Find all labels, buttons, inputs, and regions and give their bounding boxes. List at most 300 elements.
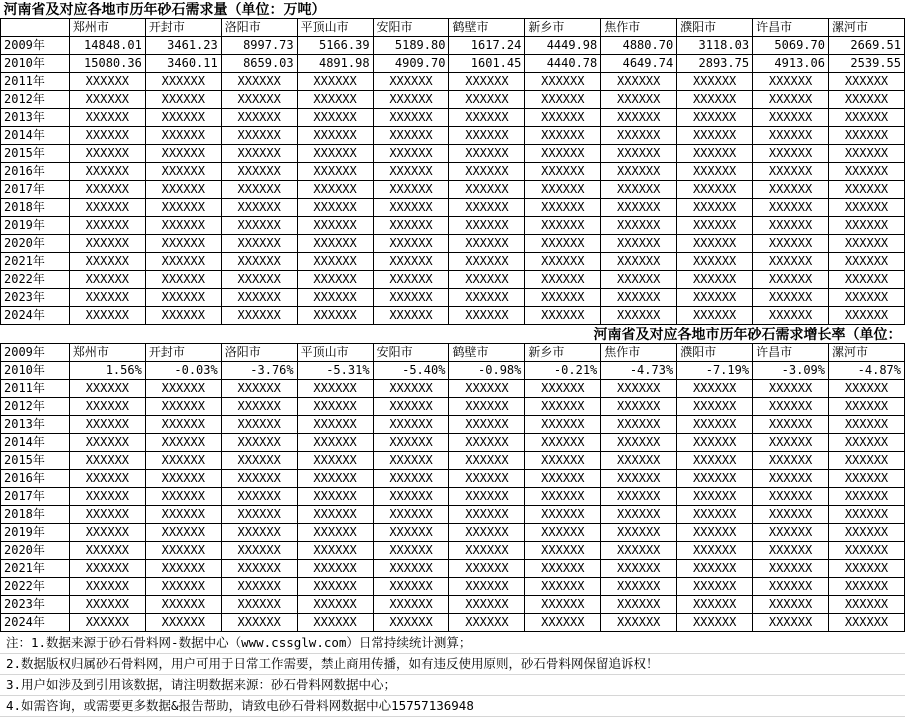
masked-value-cell: XXXXXX [525,271,601,289]
masked-value-cell: XXXXXX [525,488,601,506]
masked-value-cell: XXXXXX [373,488,449,506]
masked-value-cell: XXXXXX [601,542,677,560]
masked-value-cell: XXXXXX [449,73,525,91]
masked-value-cell: XXXXXX [601,380,677,398]
value-cell: 1617.24 [449,37,525,55]
table-row [1,199,905,217]
masked-value-cell: XXXXXX [601,560,677,578]
masked-value-cell: XXXXXX [449,271,525,289]
masked-value-cell: XXXXXX [601,307,677,325]
masked-value-cell: XXXXXX [677,380,753,398]
value-cell: 5166.39 [297,37,373,55]
header-city-cell: 濮阳市 [677,19,753,37]
year-cell: 2023年 [1,289,70,307]
table-row [1,55,905,73]
value-cell: 4649.74 [601,55,677,73]
masked-value-cell: XXXXXX [373,181,449,199]
masked-value-cell: XXXXXX [449,289,525,307]
masked-value-cell: XXXXXX [297,145,373,163]
header-city-cell: 洛阳市 [221,344,297,362]
masked-value-cell: XXXXXX [753,289,829,307]
masked-value-cell: XXXXXX [297,307,373,325]
masked-value-cell: XXXXXX [69,452,145,470]
masked-value-cell: XXXXXX [601,235,677,253]
masked-value-cell: XXXXXX [677,578,753,596]
value-cell: 8997.73 [221,37,297,55]
value-cell: 1601.45 [449,55,525,73]
masked-value-cell: XXXXXX [677,235,753,253]
masked-value-cell: XXXXXX [828,145,904,163]
masked-value-cell: XXXXXX [373,578,449,596]
masked-value-cell: XXXXXX [373,73,449,91]
masked-value-cell: XXXXXX [525,380,601,398]
masked-value-cell: XXXXXX [828,271,904,289]
masked-value-cell: XXXXXX [525,163,601,181]
table-row [1,398,905,416]
masked-value-cell: XXXXXX [373,145,449,163]
masked-value-cell: XXXXXX [373,434,449,452]
masked-value-cell: XXXXXX [601,434,677,452]
value-cell: -5.40% [373,362,449,380]
masked-value-cell: XXXXXX [829,578,905,596]
masked-value-cell: XXXXXX [677,488,753,506]
masked-value-cell: XXXXXX [145,560,221,578]
masked-value-cell: XXXXXX [69,145,145,163]
masked-value-cell: XXXXXX [145,524,221,542]
masked-value-cell: XXXXXX [525,596,601,614]
masked-value-cell: XXXXXX [69,307,145,325]
table-row [1,253,905,271]
year-cell: 2017年 [1,488,70,506]
masked-value-cell: XXXXXX [449,524,525,542]
masked-value-cell: XXXXXX [449,434,525,452]
table-row [1,380,905,398]
masked-value-cell: XXXXXX [69,398,145,416]
masked-value-cell: XXXXXX [69,217,145,235]
masked-value-cell: XXXXXX [601,488,677,506]
masked-value-cell: XXXXXX [829,596,905,614]
masked-value-cell: XXXXXX [525,307,601,325]
masked-value-cell: XXXXXX [145,307,221,325]
masked-value-cell: XXXXXX [829,380,905,398]
masked-value-cell: XXXXXX [753,542,829,560]
masked-value-cell: XXXXXX [69,542,145,560]
masked-value-cell: XXXXXX [753,488,829,506]
value-cell: 5069.70 [753,37,829,55]
masked-value-cell: XXXXXX [677,199,753,217]
masked-value-cell: XXXXXX [69,91,145,109]
masked-value-cell: XXXXXX [677,91,753,109]
table-row [1,289,905,307]
year-cell: 2010年 [1,362,70,380]
table-row [1,560,905,578]
value-cell: 4449.98 [525,37,601,55]
masked-value-cell: XXXXXX [449,452,525,470]
masked-value-cell: XXXXXX [145,181,221,199]
masked-value-cell: XXXXXX [145,596,221,614]
masked-value-cell: XXXXXX [297,434,373,452]
masked-value-cell: XXXXXX [449,91,525,109]
year-cell: 2011年 [1,380,70,398]
masked-value-cell: XXXXXX [525,416,601,434]
masked-value-cell: XXXXXX [753,235,829,253]
masked-value-cell: XXXXXX [221,452,297,470]
masked-value-cell: XXXXXX [69,560,145,578]
value-cell: 4909.70 [373,55,449,73]
header-city-cell: 平顶山市 [297,344,373,362]
masked-value-cell: XXXXXX [828,127,904,145]
table-row [1,127,905,145]
masked-value-cell: XXXXXX [221,199,297,217]
header-city-cell: 许昌市 [753,344,829,362]
masked-value-cell: XXXXXX [601,199,677,217]
masked-value-cell: XXXXXX [145,253,221,271]
masked-value-cell: XXXXXX [449,596,525,614]
table-row [1,163,905,181]
year-cell: 2024年 [1,307,70,325]
value-cell: 2669.51 [828,37,904,55]
masked-value-cell: XXXXXX [69,271,145,289]
masked-value-cell: XXXXXX [69,470,145,488]
year-cell: 2016年 [1,470,70,488]
masked-value-cell: XXXXXX [145,109,221,127]
masked-value-cell: XXXXXX [221,109,297,127]
year-cell: 2018年 [1,506,70,524]
masked-value-cell: XXXXXX [601,524,677,542]
masked-value-cell: XXXXXX [601,163,677,181]
table-row [1,596,905,614]
masked-value-cell: XXXXXX [753,434,829,452]
masked-value-cell: XXXXXX [297,289,373,307]
masked-value-cell: XXXXXX [373,416,449,434]
year-cell: 2016年 [1,163,70,181]
masked-value-cell: XXXXXX [69,596,145,614]
masked-value-cell: XXXXXX [753,73,829,91]
year-cell: 2012年 [1,398,70,416]
masked-value-cell: XXXXXX [677,217,753,235]
masked-value-cell: XXXXXX [601,91,677,109]
masked-value-cell: XXXXXX [145,289,221,307]
masked-value-cell: XXXXXX [297,91,373,109]
year-cell: 2012年 [1,91,70,109]
masked-value-cell: XXXXXX [297,181,373,199]
table-row [1,542,905,560]
masked-value-cell: XXXXXX [221,488,297,506]
year-cell: 2019年 [1,524,70,542]
masked-value-cell: XXXXXX [753,578,829,596]
masked-value-cell: XXXXXX [373,596,449,614]
masked-value-cell: XXXXXX [677,109,753,127]
masked-value-cell: XXXXXX [373,452,449,470]
year-cell: 2023年 [1,596,70,614]
masked-value-cell: XXXXXX [449,488,525,506]
value-cell: 4913.06 [753,55,829,73]
header-city-cell: 焦作市 [601,19,677,37]
masked-value-cell: XXXXXX [449,506,525,524]
masked-value-cell: XXXXXX [221,560,297,578]
value-cell: 1.56% [69,362,145,380]
year-cell: 2024年 [1,614,70,632]
masked-value-cell: XXXXXX [297,506,373,524]
masked-value-cell: XXXXXX [753,506,829,524]
masked-value-cell: XXXXXX [221,614,297,632]
value-cell: 4880.70 [601,37,677,55]
masked-value-cell: XXXXXX [449,217,525,235]
masked-value-cell: XXXXXX [677,307,753,325]
masked-value-cell: XXXXXX [145,470,221,488]
masked-value-cell: XXXXXX [677,163,753,181]
table-row [1,434,905,452]
masked-value-cell: XXXXXX [753,163,829,181]
year-cell: 2013年 [1,109,70,127]
masked-value-cell: XXXXXX [297,109,373,127]
masked-value-cell: XXXXXX [449,199,525,217]
masked-value-cell: XXXXXX [69,289,145,307]
masked-value-cell: XXXXXX [601,109,677,127]
masked-value-cell: XXXXXX [145,398,221,416]
masked-value-cell: XXXXXX [677,506,753,524]
year-cell: 2009年 [1,37,70,55]
masked-value-cell: XXXXXX [145,416,221,434]
masked-value-cell: XXXXXX [297,235,373,253]
masked-value-cell: XXXXXX [601,452,677,470]
masked-value-cell: XXXXXX [525,289,601,307]
year-cell: 2022年 [1,578,70,596]
masked-value-cell: XXXXXX [601,416,677,434]
header-city-cell: 鹤壁市 [449,19,525,37]
masked-value-cell: XXXXXX [373,91,449,109]
masked-value-cell: XXXXXX [753,127,829,145]
masked-value-cell: XXXXXX [601,181,677,199]
masked-value-cell: XXXXXX [297,578,373,596]
masked-value-cell: XXXXXX [221,73,297,91]
masked-value-cell: XXXXXX [373,217,449,235]
masked-value-cell: XXXXXX [449,145,525,163]
masked-value-cell: XXXXXX [829,506,905,524]
masked-value-cell: XXXXXX [69,614,145,632]
year-cell: 2015年 [1,452,70,470]
masked-value-cell: XXXXXX [449,560,525,578]
table-row [1,524,905,542]
masked-value-cell: XXXXXX [221,181,297,199]
year-cell: 2022年 [1,271,70,289]
masked-value-cell: XXXXXX [221,289,297,307]
value-cell: 2539.55 [828,55,904,73]
value-cell: 5189.80 [373,37,449,55]
masked-value-cell: XXXXXX [373,398,449,416]
note-3: 3.用户如涉及到引用该数据，请注明数据来源：砂石骨料网数据中心； [0,675,905,696]
masked-value-cell: XXXXXX [297,253,373,271]
masked-value-cell: XXXXXX [373,524,449,542]
table-row [1,109,905,127]
masked-value-cell: XXXXXX [601,217,677,235]
masked-value-cell: XXXXXX [525,91,601,109]
masked-value-cell: XXXXXX [297,199,373,217]
masked-value-cell: XXXXXX [753,452,829,470]
masked-value-cell: XXXXXX [373,253,449,271]
masked-value-cell: XXXXXX [69,199,145,217]
masked-value-cell: XXXXXX [297,542,373,560]
masked-value-cell: XXXXXX [145,452,221,470]
masked-value-cell: XXXXXX [828,253,904,271]
masked-value-cell: XXXXXX [373,380,449,398]
masked-value-cell: XXXXXX [145,271,221,289]
masked-value-cell: XXXXXX [525,560,601,578]
masked-value-cell: XXXXXX [601,271,677,289]
masked-value-cell: XXXXXX [297,398,373,416]
masked-value-cell: XXXXXX [221,542,297,560]
masked-value-cell: XXXXXX [525,524,601,542]
masked-value-cell: XXXXXX [297,127,373,145]
masked-value-cell: XXXXXX [449,380,525,398]
masked-value-cell: XXXXXX [69,488,145,506]
header-city-cell: 洛阳市 [221,19,297,37]
value-cell: -0.98% [449,362,525,380]
masked-value-cell: XXXXXX [828,109,904,127]
masked-value-cell: XXXXXX [753,380,829,398]
masked-value-cell: XXXXXX [69,380,145,398]
masked-value-cell: XXXXXX [221,398,297,416]
masked-value-cell: XXXXXX [753,91,829,109]
masked-value-cell: XXXXXX [373,542,449,560]
year-cell: 2013年 [1,416,70,434]
year-cell: 2010年 [1,55,70,73]
value-cell: 14848.01 [69,37,145,55]
masked-value-cell: XXXXXX [753,614,829,632]
masked-value-cell: XXXXXX [297,163,373,181]
masked-value-cell: XXXXXX [525,73,601,91]
masked-value-cell: XXXXXX [525,181,601,199]
masked-value-cell: XXXXXX [753,181,829,199]
value-cell: -3.09% [753,362,829,380]
masked-value-cell: XXXXXX [677,271,753,289]
header-row [1,344,905,362]
masked-value-cell: XXXXXX [525,578,601,596]
masked-value-cell: XXXXXX [677,416,753,434]
masked-value-cell: XXXXXX [297,488,373,506]
header-city-cell: 平顶山市 [297,19,373,37]
value-cell: -0.21% [525,362,601,380]
masked-value-cell: XXXXXX [145,127,221,145]
masked-value-cell: XXXXXX [449,470,525,488]
masked-value-cell: XXXXXX [449,181,525,199]
masked-value-cell: XXXXXX [221,596,297,614]
value-cell: -3.76% [221,362,297,380]
value-cell: 4440.78 [525,55,601,73]
masked-value-cell: XXXXXX [677,542,753,560]
masked-value-cell: XXXXXX [753,253,829,271]
masked-value-cell: XXXXXX [525,434,601,452]
masked-value-cell: XXXXXX [69,524,145,542]
year-cell: 2021年 [1,560,70,578]
masked-value-cell: XXXXXX [69,506,145,524]
table-row [1,362,905,380]
masked-value-cell: XXXXXX [525,199,601,217]
header-city-cell: 开封市 [145,19,221,37]
masked-value-cell: XXXXXX [677,596,753,614]
masked-value-cell: XXXXXX [449,235,525,253]
masked-value-cell: XXXXXX [449,542,525,560]
masked-value-cell: XXXXXX [297,470,373,488]
header-city-cell: 鹤壁市 [449,344,525,362]
masked-value-cell: XXXXXX [373,560,449,578]
masked-value-cell: XXXXXX [373,307,449,325]
masked-value-cell: XXXXXX [829,470,905,488]
masked-value-cell: XXXXXX [753,109,829,127]
masked-value-cell: XXXXXX [677,470,753,488]
masked-value-cell: XXXXXX [601,398,677,416]
masked-value-cell: XXXXXX [297,73,373,91]
masked-value-cell: XXXXXX [677,560,753,578]
masked-value-cell: XXXXXX [677,73,753,91]
masked-value-cell: XXXXXX [297,380,373,398]
masked-value-cell: XXXXXX [753,199,829,217]
masked-value-cell: XXXXXX [525,452,601,470]
masked-value-cell: XXXXXX [373,614,449,632]
masked-value-cell: XXXXXX [753,271,829,289]
masked-value-cell: XXXXXX [69,181,145,199]
masked-value-cell: XXXXXX [829,560,905,578]
masked-value-cell: XXXXXX [525,506,601,524]
masked-value-cell: XXXXXX [753,398,829,416]
header-city-cell: 安阳市 [373,19,449,37]
masked-value-cell: XXXXXX [601,578,677,596]
masked-value-cell: XXXXXX [525,127,601,145]
year-cell: 2014年 [1,434,70,452]
masked-value-cell: XXXXXX [373,235,449,253]
masked-value-cell: XXXXXX [677,434,753,452]
masked-value-cell: XXXXXX [525,253,601,271]
header-city-cell: 漯河市 [828,19,904,37]
masked-value-cell: XXXXXX [69,163,145,181]
table-row [1,181,905,199]
masked-value-cell: XXXXXX [525,235,601,253]
year-cell: 2020年 [1,235,70,253]
masked-value-cell: XXXXXX [753,596,829,614]
note-4: 4.如需咨询，或需要更多数据&报告帮助，请致电砂石骨料网数据中心15757136948 [0,696,905,717]
header-city-cell: 郑州市 [69,19,145,37]
masked-value-cell: XXXXXX [373,163,449,181]
masked-value-cell: XXXXXX [677,181,753,199]
masked-value-cell: XXXXXX [221,578,297,596]
masked-value-cell: XXXXXX [145,91,221,109]
masked-value-cell: XXXXXX [373,127,449,145]
masked-value-cell: XXXXXX [145,145,221,163]
masked-value-cell: XXXXXX [601,253,677,271]
masked-value-cell: XXXXXX [449,253,525,271]
value-cell: -4.87% [829,362,905,380]
masked-value-cell: XXXXXX [145,614,221,632]
table-row [1,488,905,506]
masked-value-cell: XXXXXX [829,524,905,542]
masked-value-cell: XXXXXX [449,614,525,632]
masked-value-cell: XXXXXX [373,289,449,307]
header-city-cell: 安阳市 [373,344,449,362]
masked-value-cell: XXXXXX [145,235,221,253]
masked-value-cell: XXXXXX [373,470,449,488]
masked-value-cell: XXXXXX [753,470,829,488]
header-city-cell: 漯河市 [829,344,905,362]
masked-value-cell: XXXXXX [145,217,221,235]
masked-value-cell: XXXXXX [145,163,221,181]
year-cell: 2015年 [1,145,70,163]
masked-value-cell: XXXXXX [145,578,221,596]
masked-value-cell: XXXXXX [601,145,677,163]
masked-value-cell: XXXXXX [525,470,601,488]
year-cell: 2014年 [1,127,70,145]
masked-value-cell: XXXXXX [601,506,677,524]
demand-table [0,2,905,325]
